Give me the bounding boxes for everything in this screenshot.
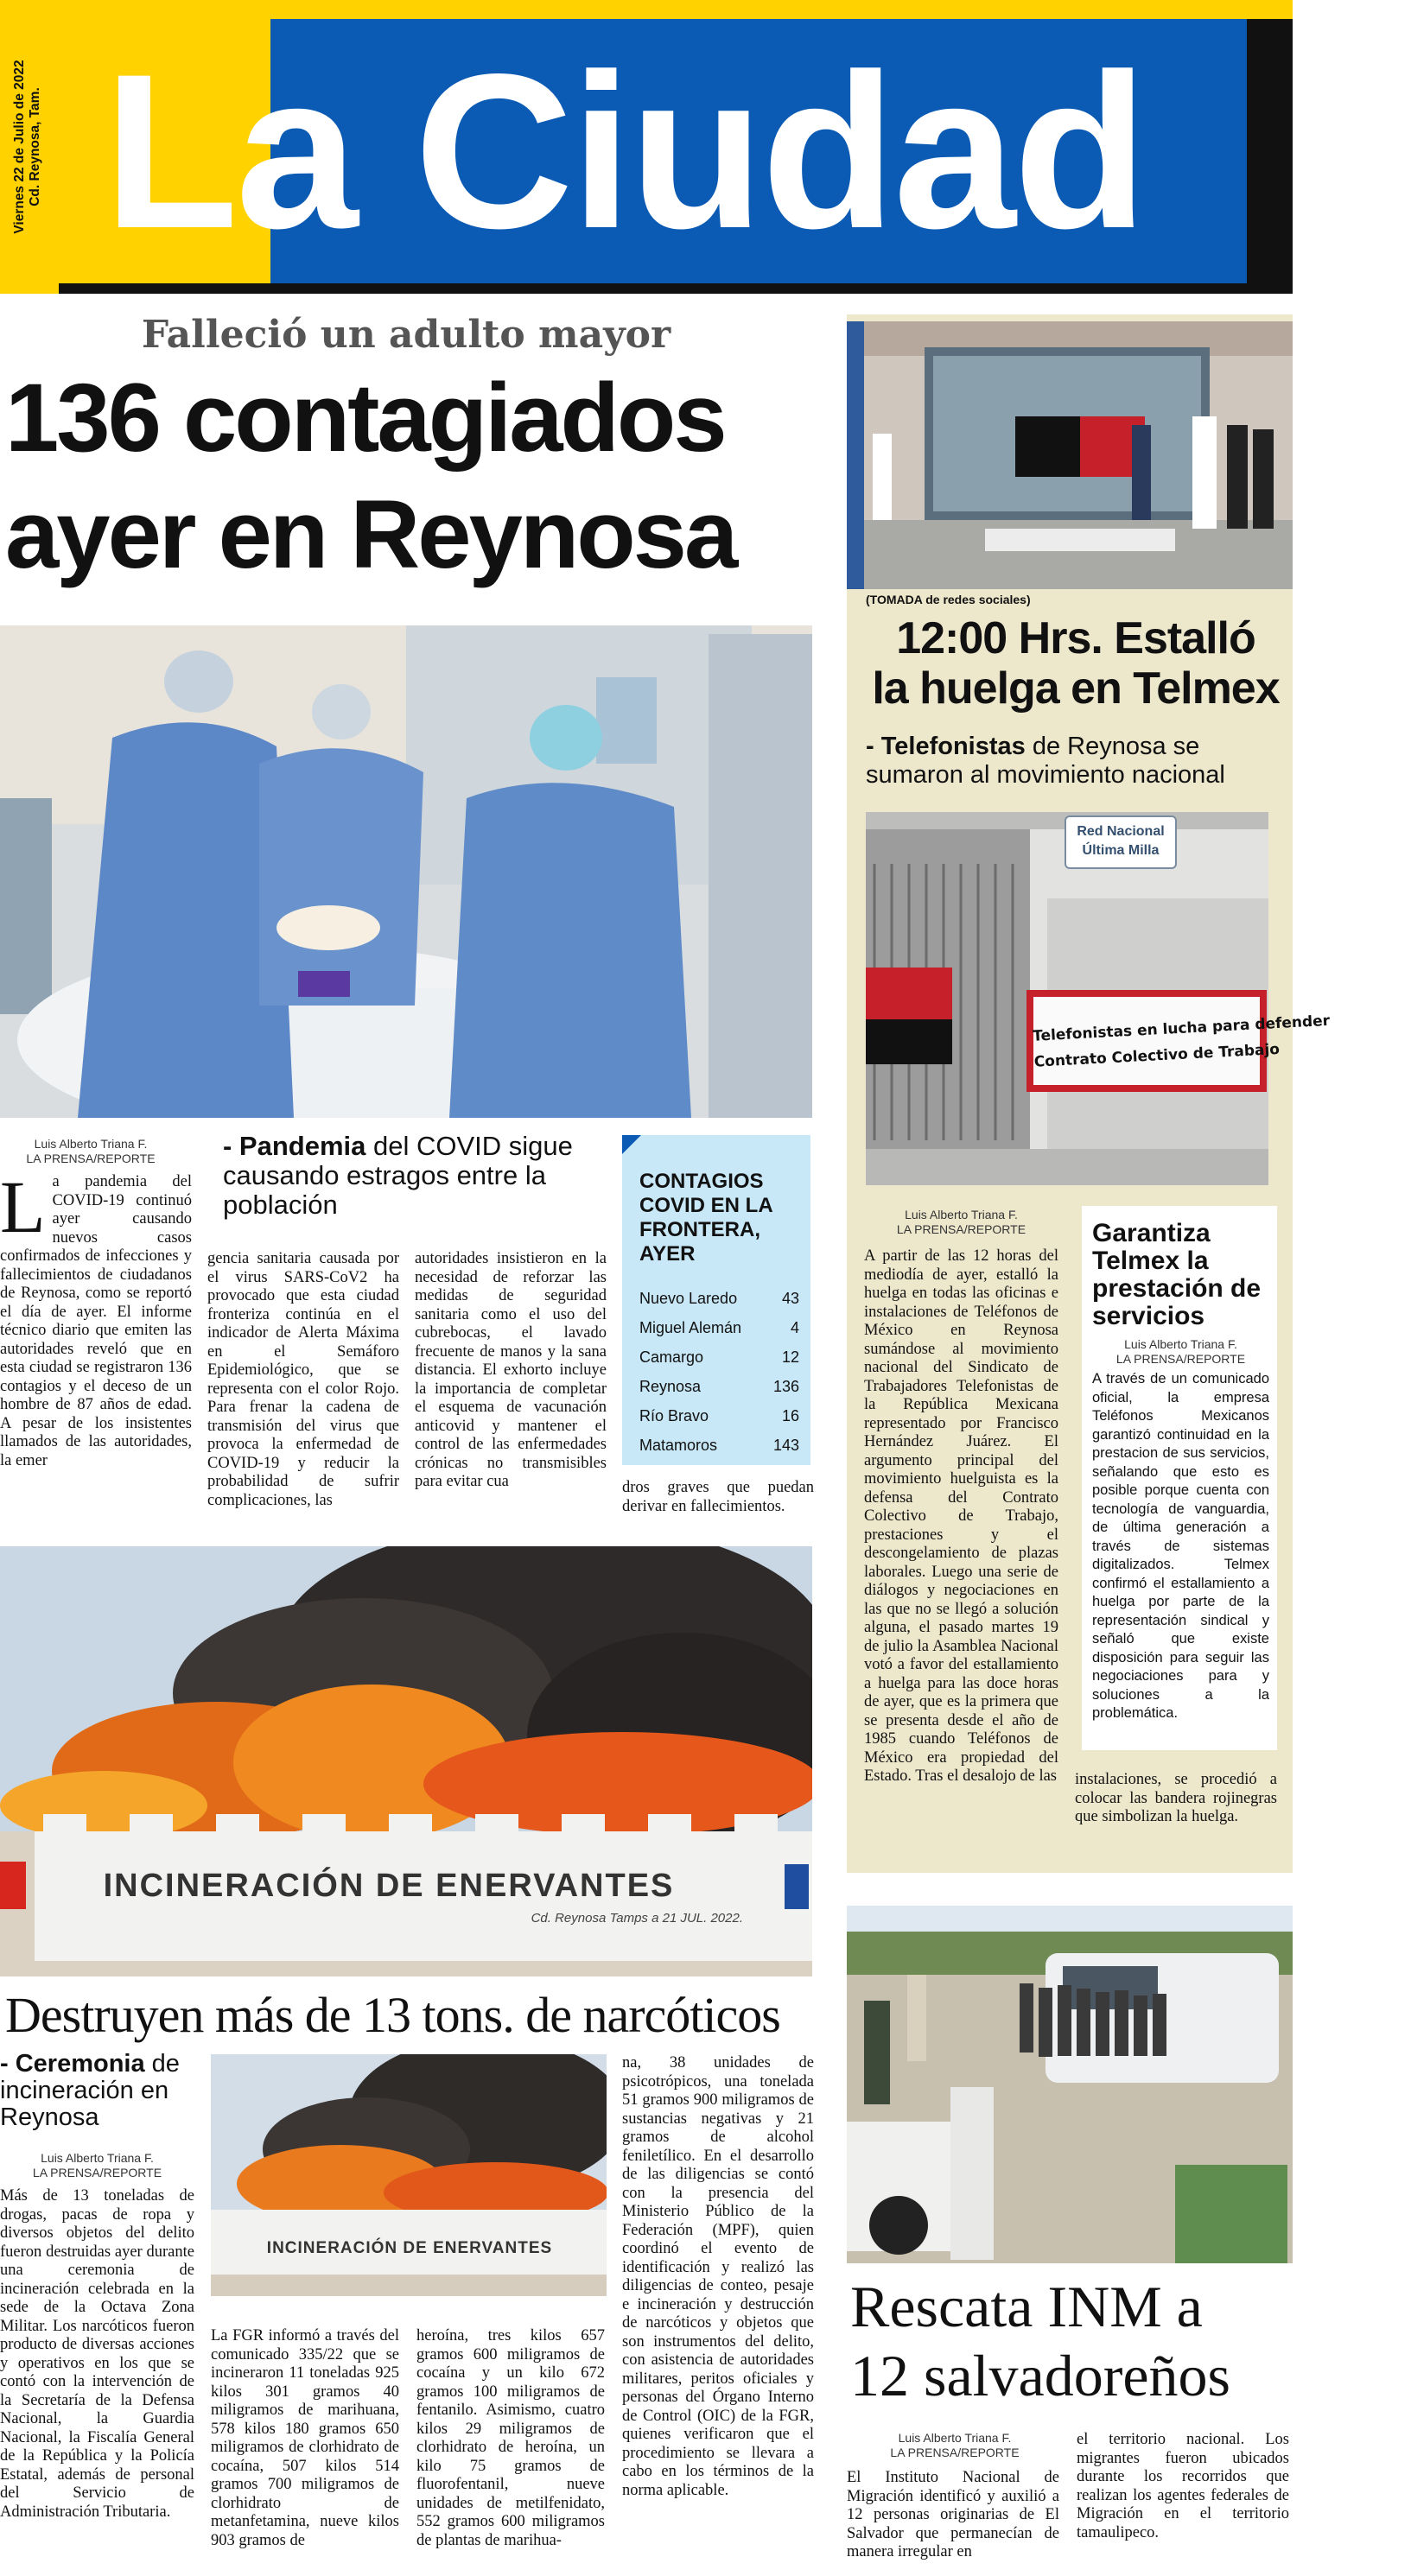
telmex-byline-org: LA PRENSA/REPORTE xyxy=(896,1222,1026,1236)
inm-headline xyxy=(850,2272,1291,2410)
covid-row xyxy=(639,1372,799,1401)
telmex-headline-line2: la huelga en Telmex xyxy=(872,663,1280,714)
lead-dropcap: L xyxy=(0,1173,46,1248)
covid-city: Matamoros xyxy=(639,1436,718,1454)
lead-col2: gencia sanitaria causada por el virus SARS-CoV2 ha provocado que esta ciudad fronteriza continúa en el indicador de Alerta Máxima en el Semáforo Epidemiológico, que se representa con el color Rojo. Para frenar la cadena de transmisión del virus que provoca la enfermedad de COVID-19 y reducir la probabilidad de sufrir complicaciones, las xyxy=(207,1250,399,1509)
telmex-body: A partir de las 12 horas del mediodía de ayer, estalló la huelga en todas las oficinas e instalaciones de Teléfonos de México en Reynosa sumándose al movimiento nacional del Sindicato de Trabajadores Telefonistas de la República Mexicana representado por Francisco Hernández Juárez. El argumento principal del movimiento huelguista es la defensa del Contrato Colectivo de Trabajo, prestaciones y el descongelamiento de plazas laborales. Luego una serie de diálogos y negociaciones en las que no se llegó a solución alguna, el pasado martes 19 de julio la Asamblea Nacional votó a favor del estallamiento a huelga para las doce horas de ayer, que es la primera que se presenta desde el año de 1985 cuando Teléfonos de México era propiedad del Estado. Tras el desalojo de las xyxy=(864,1247,1058,1785)
covid-city: Río Bravo xyxy=(639,1406,709,1424)
fire-banner-text: INCINERACIÓN DE ENERVANTES xyxy=(103,1868,675,1904)
covid-row xyxy=(639,1313,799,1342)
covid-count: 143 xyxy=(772,1436,799,1454)
covid-box-accent xyxy=(622,1135,641,1154)
fire-photo-small-banner: INCINERACIÓN DE ENERVANTES xyxy=(266,2239,553,2257)
telmex-side-byline-org: LA PRENSA/REPORTE xyxy=(1115,1352,1246,1366)
covid-count: 43 xyxy=(781,1289,799,1307)
lead-byline-name: Luis Alberto Triana F. xyxy=(34,1137,148,1151)
fire-photo-small xyxy=(211,2054,607,2296)
telmex-subhead-bold: - Telefonistas xyxy=(866,733,1026,760)
inm-byline-org: LA PRENSA/REPORTE xyxy=(890,2446,1020,2459)
covid-city: Camargo xyxy=(639,1348,704,1366)
telmex-photo-top xyxy=(847,321,1293,589)
lead-byline xyxy=(0,1137,181,1166)
masthead-city: Cd. Reynosa, Tam. xyxy=(28,87,42,206)
inm-headline-line2: 12 salvadoreños xyxy=(850,2343,1231,2408)
covid-count: 136 xyxy=(772,1377,799,1395)
drugs-col1: Más de 13 toneladas de drogas, pacas de ropa y diversos objetos del delito fueron destruidas ayer durante una ceremonia de incineración celebrada en la sede de la Octava Zona Militar. Los narcóticos fueron producto de diversas acciones y operativos en los que se contó con la intervención de la Secretaría de la Defensa Nacional, la Guardia Nacional, la Fiscalía General de la República y la Policía Estatal, además de personal del Servicio de Administración Tributaria. xyxy=(0,2187,194,2521)
telmex-side-body: A través de un comunicado oficial, la empresa Teléfonos Mexicanos garantizó continuidad en la prestacion de sus servicios, señalando que esto es posible porque cuenta con tecnología de vanguardia, de última generación a través de sistemas digitalizados. Telmex confirmó el estallamiento a huelga por parte de la representación sindical y señaló que existe disposición para seguir las negociaciones para y soluciones a la problemática. xyxy=(1092,1371,1269,1721)
covid-count: 16 xyxy=(781,1406,799,1424)
inm-byline-name: Luis Alberto Triana F. xyxy=(898,2431,1012,2445)
covid-city: Miguel Alemán xyxy=(639,1318,742,1336)
telmex-side-box xyxy=(1082,1206,1277,1750)
lead-subhead-bold: - Pandemia xyxy=(223,1131,366,1161)
drugs-subhead xyxy=(0,2051,199,2131)
covid-row xyxy=(639,1401,799,1431)
fire-banner-sub: Cd. Reynosa Tamps a 21 JUL. 2022. xyxy=(531,1911,743,1926)
lead-headline-line2: ayer en Reynosa xyxy=(5,480,736,588)
covid-row xyxy=(639,1431,799,1460)
inm-col2: el territorio nacional. Los migrantes fueron ubicados durante los recorridos que realizan los agentes federales de Migración en el territorio tamaulipeco. xyxy=(1077,2431,1289,2541)
masthead-date-strip xyxy=(0,0,59,294)
telmex-headline xyxy=(864,613,1287,714)
covid-box-title: CONTAGIOS COVID EN LA FRONTERA, AYER xyxy=(639,1170,772,1266)
lead-col3: autoridades insistieron en la necesidad de reforzar las medidas de seguridad sanitaria como el uso del cubrebocas, el lavado frecuente de manos y la sana distancia. El exhorto incluye la importancia de completar el esquema de vacunación anticovid y mantener el control de las enfermedades crónicas no transmisibles para evitar cua xyxy=(415,1250,607,1490)
inm-byline xyxy=(847,2431,1063,2460)
masthead xyxy=(0,0,1293,294)
telmex-side-byline xyxy=(1092,1337,1269,1367)
telmex-byline-name: Luis Alberto Triana F. xyxy=(905,1208,1018,1221)
hospital-photo xyxy=(0,625,812,1118)
inm-col1: El Instituto Nacional de Migración identificó y auxilió a 12 personas originarias de El Salvador que permanecían de manera irregular en xyxy=(847,2469,1059,2560)
masthead-title: La Ciudad xyxy=(104,33,1146,275)
drugs-subhead-bold: - Ceremonia xyxy=(0,2050,145,2078)
lead-col4-tail: dros graves que puedan derivar en fallecimientos. xyxy=(622,1479,814,1515)
covid-box xyxy=(622,1135,810,1465)
lead-kicker: Falleció un adulto mayor xyxy=(141,313,671,357)
lead-headline-line1: 136 contagiados xyxy=(5,364,725,472)
telmex-sign-line1: Red Nacional xyxy=(1077,824,1165,839)
covid-count: 12 xyxy=(781,1348,799,1366)
lead-subhead-rest: del COVID sigue causando estragos entre la población xyxy=(223,1131,573,1220)
covid-row xyxy=(639,1284,799,1313)
drugs-byline xyxy=(0,2151,194,2180)
inm-photo xyxy=(847,1906,1293,2263)
telmex-banner-line1: Telefonistas en lucha para defender xyxy=(1032,1012,1331,1045)
covid-row xyxy=(639,1342,799,1372)
drugs-col3: heroína, tres kilos 657 gramos 600 miligramos de cocaína y un kilo 672 gramos 100 miligramos de fentanilo. Asimismo, cuatro kilos 29 miligramos de clorhidrato de heroína, un kilo 75 gramos de fluorofentanil, nueve unidades de metilfenidato, 552 gramos 600 miligramos de plantas de marihua- xyxy=(416,2327,605,2549)
covid-city: Nuevo Laredo xyxy=(639,1289,738,1307)
telmex-sign-line2: Última Milla xyxy=(1082,843,1160,858)
telmex-banner-line2: Contrato Colectivo de Trabajo xyxy=(1033,1040,1281,1071)
lead-byline-org: LA PRENSA/REPORTE xyxy=(26,1152,156,1165)
lead-subhead xyxy=(223,1132,603,1220)
lead-col1 xyxy=(0,1173,192,1519)
masthead-date: Viernes 22 de Julio de 2022 xyxy=(12,60,27,234)
telmex-body-tail: instalaciones, se procedió a colocar las bandera rojinegras que simbolizan la huelga. xyxy=(1075,1771,1277,1825)
telmex-photo-credit: (TOMADA de redes sociales) xyxy=(866,593,1031,606)
telmex-side-byline-name: Luis Alberto Triana F. xyxy=(1124,1337,1237,1351)
telmex-subhead-rest: de Reynosa se sumaron al movimiento nacional xyxy=(866,733,1225,789)
inm-headline-line1: Rescata INM a xyxy=(850,2274,1203,2339)
covid-count: 4 xyxy=(790,1318,799,1336)
covid-city: Reynosa xyxy=(639,1377,702,1395)
masthead-yellow-band xyxy=(59,0,1293,19)
telmex-subhead xyxy=(866,733,1281,790)
telmex-side-headline: Garantiza Telmex la prestación de servicios xyxy=(1092,1219,1262,1330)
drugs-byline-org: LA PRENSA/REPORTE xyxy=(32,2166,162,2179)
drugs-col2: La FGR informó a través del comunicado 335/22 que se incineraron 11 toneladas 925 kilos 301 gramos 40 miligramos de marihuana, 578 kilos 180 gramos 650 miligramos de clorhidrato de cocaína, 507 kilos 514 gramos 700 miligramos de clorhidrato de metanfetamina, nueve kilos 903 gramos de xyxy=(211,2327,399,2549)
covid-table xyxy=(639,1284,799,1460)
lead-col1-text: a pandemia del COVID-19 continuó ayer causando nuevos casos confirmados de infecciones y fallecimientos de ciudadanos de Reynosa, como se reportó el día de ayer. El informe técnico diario que emiten las autoridades reveló que en esta ciudad se registraron 136 contagios y el deceso de un hombre de 87 años de edad. A pesar de los insistentes llamados de las autoridades, la emer xyxy=(0,1173,192,1469)
drugs-subhead-rest: de incineración en Reynosa xyxy=(0,2050,180,2131)
telmex-byline xyxy=(864,1208,1058,1237)
drugs-col4: na, 38 unidades de psicotrópicos, una tonelada 51 gramos 900 miligramos de sustancias negativas y 21 gramos de alcohol feniletílico. En el desarrollo de las diligencias se contó con la presencia del Ministerio Público de la Federación (MPF), quien coordinó el evento de identificación y realizó las diligencias de conteo, pesaje e incineración y destrucción de narcóticos y objetos que son instrumentos del delito, con asistencia de autoridades militares, peritos oficiales y personas del Órgano Interno de Control (OIC) de la FGR, quienes verificaron que el procedimiento se llevara a cabo en los términos de la norma aplicable. xyxy=(622,2054,814,2499)
telmex-banner xyxy=(1032,1003,1331,1088)
telmex-headline-line1: 12:00 Hrs. Estalló xyxy=(896,613,1255,663)
drugs-headline: Destruyen más de 13 tons. de narcóticos xyxy=(5,1987,780,2043)
drugs-byline-name: Luis Alberto Triana F. xyxy=(41,2151,154,2165)
telmex-sign xyxy=(1065,815,1177,869)
